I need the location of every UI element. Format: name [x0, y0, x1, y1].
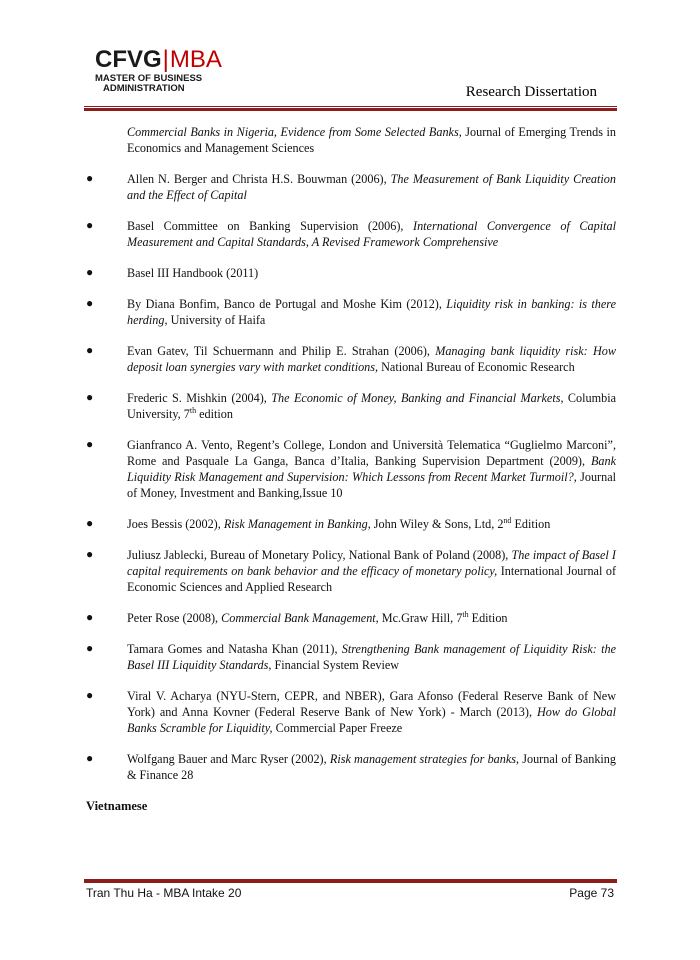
reference-pre-text: Juliusz Jablecki, Bureau of Monetary Policy, National Bank of Poland (2008), [127, 548, 512, 562]
reference-post-text: , John Wiley & Sons, Ltd, 2 [367, 517, 504, 531]
reference-sup-text: th [189, 405, 197, 415]
reference-sup-text: nd [503, 515, 512, 525]
reference-post-text: , Journal of Money, Investment and Banking,Issue 10 [127, 470, 616, 500]
reference-item [86, 610, 616, 626]
reference-italic-text: The impact of Basel I capital requirements on bank behavior and the efficacy of monetary policy, [127, 548, 616, 578]
reference-italic-text: Risk Management in Banking [223, 517, 368, 531]
reference-item [86, 296, 616, 328]
page-number: Page 73 [569, 886, 614, 900]
reference-italic-text: Managing bank liquidity risk: How deposit loan synergies vary with market conditions, [127, 344, 616, 374]
reference-item [86, 124, 616, 156]
reference-pre-text: Evan Gatev, Til Schuermann and Philip E. Strahan (2006), [127, 344, 436, 358]
logo-subtitle-line2: ADMINISTRATION [103, 83, 185, 94]
reference-pre-text: By Diana Bonfim, Banco de Portugal and Moshe Kim (2012), [127, 297, 447, 311]
bullet-icon: ● [86, 751, 94, 765]
reference-italic-text: Bank Liquidity Risk Management and Supervision: Which Lessons from Recent Market Turmoil? [127, 454, 616, 484]
bullet-icon: ● [86, 296, 94, 310]
reference-post-text: National Bureau of Economic Research [378, 360, 575, 374]
reference-post2-text: Edition [468, 611, 508, 625]
cfvg-mba-logo [95, 48, 222, 94]
reference-post-text: International Journal of Economic Sciences and Applied Research [127, 564, 617, 594]
reference-pre-text: Basel Committee on Banking Supervision (2006), [127, 219, 414, 233]
reference-post-text: Mc.Graw Hill, 7 [378, 611, 463, 625]
page-footer [86, 886, 614, 900]
reference-post-text: University of Haifa [167, 313, 266, 327]
logo-wordmark [95, 48, 222, 72]
reference-item [86, 688, 616, 736]
reference-italic-text: Liquidity risk in banking: is there herding, [127, 297, 616, 327]
reference-italic-text: Commercial Banks in Nigeria, Evidence from Some Selected Banks [127, 125, 459, 139]
reference-pre-text: Joes Bessis (2002), [127, 517, 224, 531]
header-title: Research Dissertation [465, 84, 597, 100]
reference-italic-text: The Measurement of Bank Liquidity Creation and the Effect of Capital [127, 172, 616, 202]
reference-item [86, 390, 616, 422]
footer-rule [84, 878, 617, 883]
bullet-icon: ● [86, 688, 94, 702]
reference-italic-text: Commercial Bank Management, [221, 611, 379, 625]
bullet-icon: ● [86, 610, 94, 624]
bullet-icon: ● [86, 218, 94, 232]
bullet-icon: ● [86, 343, 94, 357]
reference-post-text: Columbia University, 7 [127, 391, 616, 421]
reference-item [86, 516, 616, 532]
reference-italic-text: Risk management strategies for banks, [329, 752, 520, 766]
reference-item [86, 218, 616, 250]
reference-post-text: Financial System Review [271, 658, 400, 672]
reference-italic-text: International Convergence of Capital Measurement and Capital Standards, A Revised Framework Comprehensive [127, 219, 616, 249]
reference-pre-text: Basel III Handbook (2011) [127, 266, 259, 280]
reference-pre-text: Peter Rose (2008), [127, 611, 222, 625]
bullet-icon: ● [86, 390, 94, 404]
bullet-icon: ● [86, 265, 94, 279]
reference-item [86, 547, 616, 595]
reference-item [86, 437, 616, 501]
reference-post2-text: Edition [511, 517, 551, 531]
reference-list [86, 124, 616, 814]
reference-item [86, 171, 616, 203]
reference-item [86, 751, 616, 783]
bullet-icon: ● [86, 516, 94, 530]
logo-cfvg-text: CFVG [95, 46, 162, 73]
reference-item [86, 343, 616, 375]
reference-pre-text: Frederic S. Mishkin (2004), [127, 391, 272, 405]
header-rule [84, 106, 617, 111]
reference-pre-text: Viral V. Acharya (NYU-Stern, CEPR, and NBER), Gara Afonso (Federal Reserve Bank of New York) and Anna Kovner (Federal Reserve Bank of New York) - March (2013), [127, 689, 616, 719]
reference-post-text: Journal of Banking & Finance 28 [127, 752, 616, 782]
reference-item [86, 265, 616, 281]
bullet-icon: ● [86, 547, 94, 561]
reference-pre-text: Tamara Gomes and Natasha Khan (2011), [127, 642, 342, 656]
section-heading-vietnamese: Vietnamese [86, 799, 148, 813]
logo-mba-text: MBA [169, 46, 222, 73]
bullet-icon: ● [86, 171, 94, 185]
reference-post2-text: edition [196, 407, 233, 421]
reference-post-text: , Journal of Emerging Trends in Economics and Management Sciences [127, 125, 616, 155]
logo-separator: | [162, 46, 169, 73]
bullet-icon: ● [86, 641, 94, 655]
reference-italic-text: The Economic of Money, Banking and Financial Markets, [271, 391, 564, 405]
reference-pre-text: Gianfranco A. Vento, Regent’s College, London and Università Telematica “Guglielmo Marconi”, Rome and Pasquale La Ganga, Banca d’Italia, Banking Supervision Department (2009), [127, 438, 616, 468]
reference-item [86, 641, 616, 673]
logo-subtitle [95, 74, 222, 94]
reference-pre-text: Wolfgang Bauer and Marc Ryser (2002), [127, 752, 330, 766]
reference-sup-text: th [462, 609, 469, 619]
bullet-icon: ● [86, 437, 94, 451]
reference-italic-text: How do Global Banks Scramble for Liquidity, [127, 705, 616, 735]
logo-subtitle-line1: MASTER OF BUSINESS [95, 73, 203, 84]
reference-italic-text: Strengthening Bank management of Liquidity Risk: the Basel III Liquidity Standards, [127, 642, 616, 672]
reference-post-text: Commercial Paper Freeze [272, 721, 403, 735]
footer-author: Tran Thu Ha - MBA Intake 20 [86, 886, 242, 900]
reference-pre-text: Allen N. Berger and Christa H.S. Bouwman (2006), [127, 172, 391, 186]
